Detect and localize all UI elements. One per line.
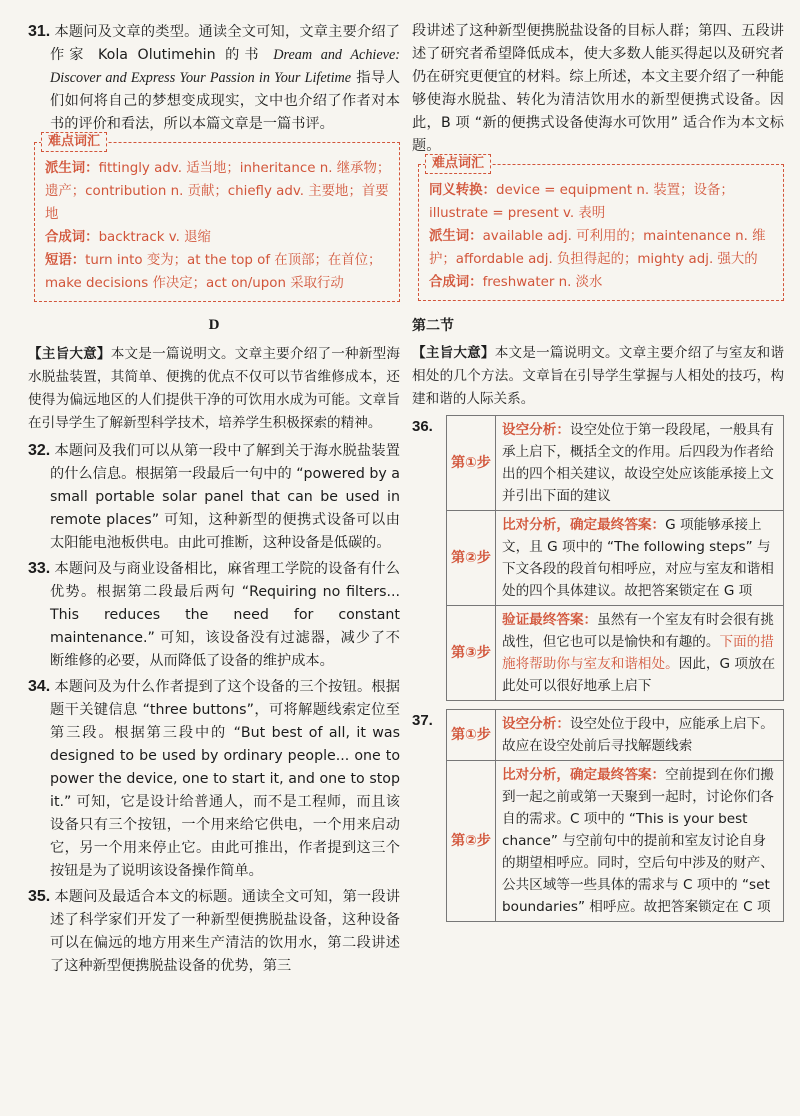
q35-continued: 段讲述了这种新型便携脱盐设备的目标人群；第四、五段讲述了研究者希望降低成本，使大多数人能买得起以及研究者仍在研究更便宜的材料。综上所述，本文主要介绍了一种能够使海水脱盐、转化为清洁饮用水的新型便携式设备。因此，B 项 “新的便携式设备使海水可饮用” 适合作为本文标题。 (412, 23, 784, 154)
section-2-heading: 第二节 (412, 318, 454, 334)
q37-step-2-label: 第②步 (447, 761, 496, 922)
q36-step-1-lead: 设空分析： (502, 422, 570, 438)
q36-step-2-label: 第②步 (447, 511, 496, 606)
vocab-box-2-tag: 难点词汇 (425, 154, 491, 174)
vocab-box-1 (34, 134, 400, 302)
q37-step-2-content (496, 761, 784, 922)
q33-explanation (28, 557, 400, 673)
vocab2-compound: freshwater n. 淡水 (482, 275, 603, 290)
q37-step-1-content (496, 710, 784, 761)
q36-step-1-content (496, 416, 784, 511)
vocab2-compound-label: 合成词： (429, 275, 483, 290)
summary-2-text: 本文是一篇说明文。文章主要介绍了与室友和谐相处的几个方法。文章旨在引导学生掌握与人相处的技巧，构建和谐的人际关系。 (412, 345, 785, 407)
vocab1-phrase: turn into 变为；at the top of 在顶部；在首位；make decisions 作决定；act on/upon 采取行动 (45, 253, 382, 291)
summary-d (28, 343, 400, 435)
q36-step-1-text: 设空处位于第一段段尾，一般具有承上启下，概括全文的作用。后四段为作者给出的四个相关建议，故设空处应该能承接上文并引出下面的建议 (502, 422, 774, 504)
q33-text: 本题问及与商业设备相比，麻省理工学院的设备有什么优势。根据第二段最后两句 “Requiring no filters... This reduces the need for constant maintenance.” 可知，该设备没有过滤器，减少了不断维修的必要，从而降低了设备的维护成本。 (50, 561, 400, 669)
q36-step-3-tail: 因此，G 项放在此处可以很好地承上启下 (502, 656, 776, 694)
q36-step-table (446, 415, 784, 701)
q33-number: 33. (28, 560, 51, 577)
vocab1-compound-row (45, 226, 391, 249)
q35-number: 35. (28, 888, 51, 905)
left-column (28, 20, 400, 980)
q34-text: 本题问及为什么作者提到了这个设备的三个按钮。根据题干关键信息 “three buttons”，可将解题线索定位至第三段。根据第三段中的 “But best of all, it was designed to be used by ordinary people... one to power the device, one to start it, and one to stop it.” 可知，它是设计给普通人，而不是工程师，而且该设备只有三个按钮，一个用来给它供电，一个用来启动它，另一个用来停止它。由此可推出，作者提到这三个按钮是为了说明该设备操作简单。 (50, 679, 400, 879)
right-column (412, 20, 784, 930)
vocab1-derived-row (45, 157, 391, 226)
q37-number: 37. (412, 712, 433, 729)
q37-step-table (446, 709, 784, 922)
q36-step-2-content (496, 511, 784, 606)
q34-explanation (28, 675, 400, 883)
q37-step-2-text: 空前提到在你们搬到一起之前或第一天聚到一起时，讨论你们各自的需求。C 项中的 “This is your best chance” 与空前句中的提前和室友讨论自身的期望相呼应。同时，空后句中涉及的财产、公共区域等一些具体的需求与 C 项中的 “set boundaries” 相呼应。故把答案锁定在 C 项 (502, 767, 774, 915)
vocab2-syn: device = equipment n. 装置；设备；illustrate = present v. 表明 (429, 183, 734, 221)
vocab-box-1-tag: 难点词汇 (41, 132, 107, 152)
vocab2-syn-label: 同义转换： (429, 183, 496, 198)
q37-step-2-lead: 比对分析，确定最终答案： (502, 767, 666, 783)
vocab2-syn-row (429, 179, 775, 225)
vocab1-compound-label: 合成词： (45, 230, 99, 245)
section-d-heading: D (208, 317, 220, 333)
q32-text: 本题问及我们可以从第一段中了解到关于海水脱盐装置的什么信息。根据第一段最后一句中的 “powered by a small portable solar panel that can be used in remote places” 可知，这种新型的便携式设备可以由太阳能电池板供电。由此可推断，这种设备是低碳的。 (50, 443, 400, 551)
vocab1-phrase-label: 短语： (45, 253, 86, 268)
vocab2-derived-row (429, 225, 775, 271)
vocab2-derived-label: 派生词： (429, 229, 483, 244)
q32-number: 32. (28, 442, 51, 459)
q36-step-2-text: G 项能够承接上文，且 G 项中的 “The following steps” 与下文各段的段首句相呼应，对应与室友和谐相处的四个具体建议。故把答案锁定在 G 项 (502, 517, 774, 599)
q36-step-3 (447, 606, 784, 701)
vocab1-derived: fittingly adv. 适当地；inheritance n. 继承物；遗产；contribution n. 贡献；chiefly adv. 主要地；首要地 (45, 161, 391, 222)
summary-2 (412, 342, 784, 411)
q37-step-1 (447, 710, 784, 761)
q37-step-1-lead: 设空分析： (502, 716, 570, 732)
q36-step-3-content (496, 606, 784, 701)
q36-step-2 (447, 511, 784, 606)
q31-book-title: Dream and Achieve: Discover and Express Your Passion in Your Lifetime (50, 47, 400, 86)
vocab1-derived-label: 派生词： (45, 161, 99, 176)
q36-steps (412, 415, 784, 701)
summary-2-label: 【主旨大意】 (412, 345, 495, 361)
q35-text: 本题问及最适合本文的标题。通读全文可知，第一段讲述了科学家们开发了一种新型便携脱盐设备，这种设备可以在偏远的地方用来生产清洁的饮用水，第二段讲述了这种新型便携脱盐设备的优势，第三 (50, 889, 400, 974)
q36-step-3-label: 第③步 (447, 606, 496, 701)
q36-step-3-text: 虽然有一个室友有时会很有挑战性，但它也可以是愉快和有趣的。 (502, 612, 774, 650)
q32-explanation (28, 439, 400, 555)
q37-step-1-label: 第①步 (447, 710, 496, 761)
q31-text-b: 指导人们如何将自己的梦想变成现实，文中也介绍了作者对本书的评价和看法，所以本篇文章是一篇书评。 (50, 70, 400, 132)
q37-step-2 (447, 761, 784, 922)
q36-step-1 (447, 416, 784, 511)
q36-step-3-highlight: 下面的措施将帮助你与室友和谐相处。 (502, 634, 774, 672)
q36-number: 36. (412, 418, 433, 435)
vocab1-phrase-row (45, 249, 391, 295)
q34-number: 34. (28, 678, 51, 695)
vocab2-compound-row (429, 271, 775, 294)
summary-d-label: 【主旨大意】 (28, 346, 111, 362)
vocab1-compound: backtrack v. 退缩 (98, 230, 211, 245)
q36-step-1-label: 第①步 (447, 416, 496, 511)
q31-number: 31. (28, 23, 51, 40)
summary-d-text: 本文是一篇说明文。文章主要介绍了一种新型海水脱盐装置，其简单、便携的优点不仅可以节省维修成本，还使得为偏远地区的人们提供干净的可饮用水成为可能。文章旨在引导学生了解新型科学技术，培养学生积极探索的精神。 (28, 346, 401, 431)
q37-step-1-text: 设空处位于段中，应能承上启下。故应在设空处前后寻找解题线索 (502, 716, 774, 754)
q37-steps (412, 709, 784, 922)
vocab2-derived: available adj. 可利用的；maintenance n. 维护；affordable adj. 负担得起的；mighty adj. 强大的 (429, 229, 766, 267)
q36-step-3-lead: 验证最终答案： (502, 612, 598, 628)
vocab-box-2 (418, 156, 784, 301)
q36-step-2-lead: 比对分析，确定最终答案： (502, 517, 666, 533)
q31-text-a: 本题问及文章的类型。通读全文可知，文章主要介绍了作家 Kola Olutimehin 的书 (50, 24, 400, 63)
q31-explanation (28, 20, 400, 136)
q35-explanation (28, 885, 400, 978)
